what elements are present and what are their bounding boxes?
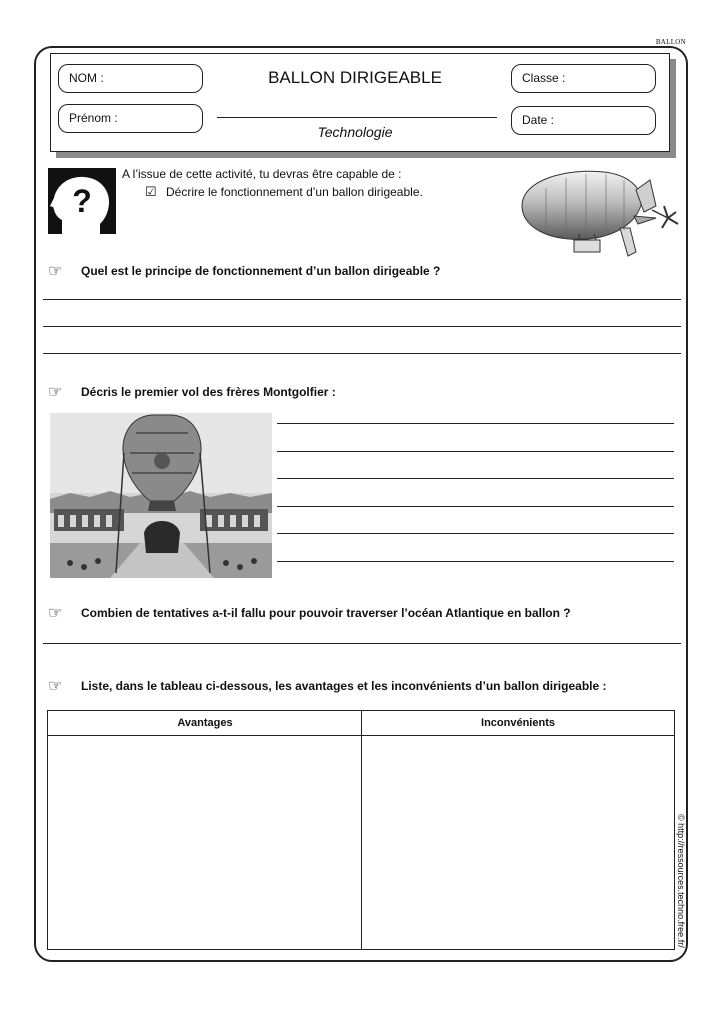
question-3 bbox=[48, 603, 571, 623]
table-header-inconvenients: Inconvénients bbox=[481, 717, 555, 729]
montgolfier-engraving-image bbox=[50, 413, 272, 578]
subject-label: Technologie bbox=[317, 124, 393, 140]
classe-label: Classe : bbox=[522, 71, 566, 85]
avantages-cell[interactable] bbox=[48, 736, 361, 949]
question-2 bbox=[48, 382, 336, 402]
question-head-icon bbox=[48, 168, 116, 234]
classe-field[interactable] bbox=[511, 64, 656, 93]
pointing-hand-icon: ☞ bbox=[48, 384, 63, 401]
date-label: Date : bbox=[522, 113, 555, 127]
question-2-text: Décris le premier vol des frères Montgolfier : bbox=[81, 385, 336, 399]
answer-line[interactable] bbox=[43, 326, 681, 327]
answer-line[interactable] bbox=[277, 561, 674, 562]
credit-link[interactable]: © http://ressources.techno.free.fr/ bbox=[676, 814, 686, 948]
objective-item bbox=[145, 184, 423, 200]
pros-cons-table bbox=[47, 710, 675, 950]
airship-image bbox=[516, 166, 680, 262]
nom-label: NOM : bbox=[69, 71, 104, 85]
pointing-hand-icon: ☞ bbox=[48, 605, 63, 622]
answer-line[interactable] bbox=[43, 353, 681, 354]
checkbox-icon: ☑ bbox=[145, 184, 157, 199]
inconvenients-cell[interactable] bbox=[363, 736, 674, 949]
answer-line[interactable] bbox=[277, 506, 674, 507]
svg-text:?: ? bbox=[72, 183, 92, 219]
pointing-hand-icon: ☞ bbox=[48, 678, 63, 695]
answer-line[interactable] bbox=[277, 451, 674, 452]
running-head: BALLON bbox=[655, 38, 686, 46]
answer-line[interactable] bbox=[43, 643, 681, 644]
page-title: BALLON DIRIGEABLE bbox=[268, 68, 442, 87]
question-3-text: Combien de tentatives a-t-il fallu pour pouvoir traverser l’océan Atlantique en ballon ? bbox=[81, 606, 571, 620]
answer-line[interactable] bbox=[277, 478, 674, 479]
title-rule bbox=[217, 117, 497, 118]
pointing-hand-icon: ☞ bbox=[48, 263, 63, 280]
table-column-divider bbox=[361, 711, 362, 949]
question-1-text: Quel est le principe de fonctionnement d’un ballon dirigeable ? bbox=[81, 264, 441, 278]
date-field[interactable] bbox=[511, 106, 656, 135]
prenom-label: Prénom : bbox=[69, 111, 118, 125]
question-4 bbox=[48, 676, 607, 696]
prenom-field[interactable] bbox=[58, 104, 203, 133]
question-1 bbox=[48, 261, 440, 281]
table-header-avantages: Avantages bbox=[177, 717, 233, 729]
objective-item-text: Décrire le fonctionnement d’un ballon dirigeable. bbox=[166, 185, 423, 199]
objective-intro: A l’issue de cette activité, tu devras être capable de : bbox=[122, 167, 402, 181]
nom-field[interactable] bbox=[58, 64, 203, 93]
answer-line[interactable] bbox=[277, 533, 674, 534]
answer-line[interactable] bbox=[277, 423, 674, 424]
answer-line[interactable] bbox=[43, 299, 681, 300]
question-4-text: Liste, dans le tableau ci-dessous, les avantages et les inconvénients d’un ballon dirigeable : bbox=[81, 679, 607, 693]
